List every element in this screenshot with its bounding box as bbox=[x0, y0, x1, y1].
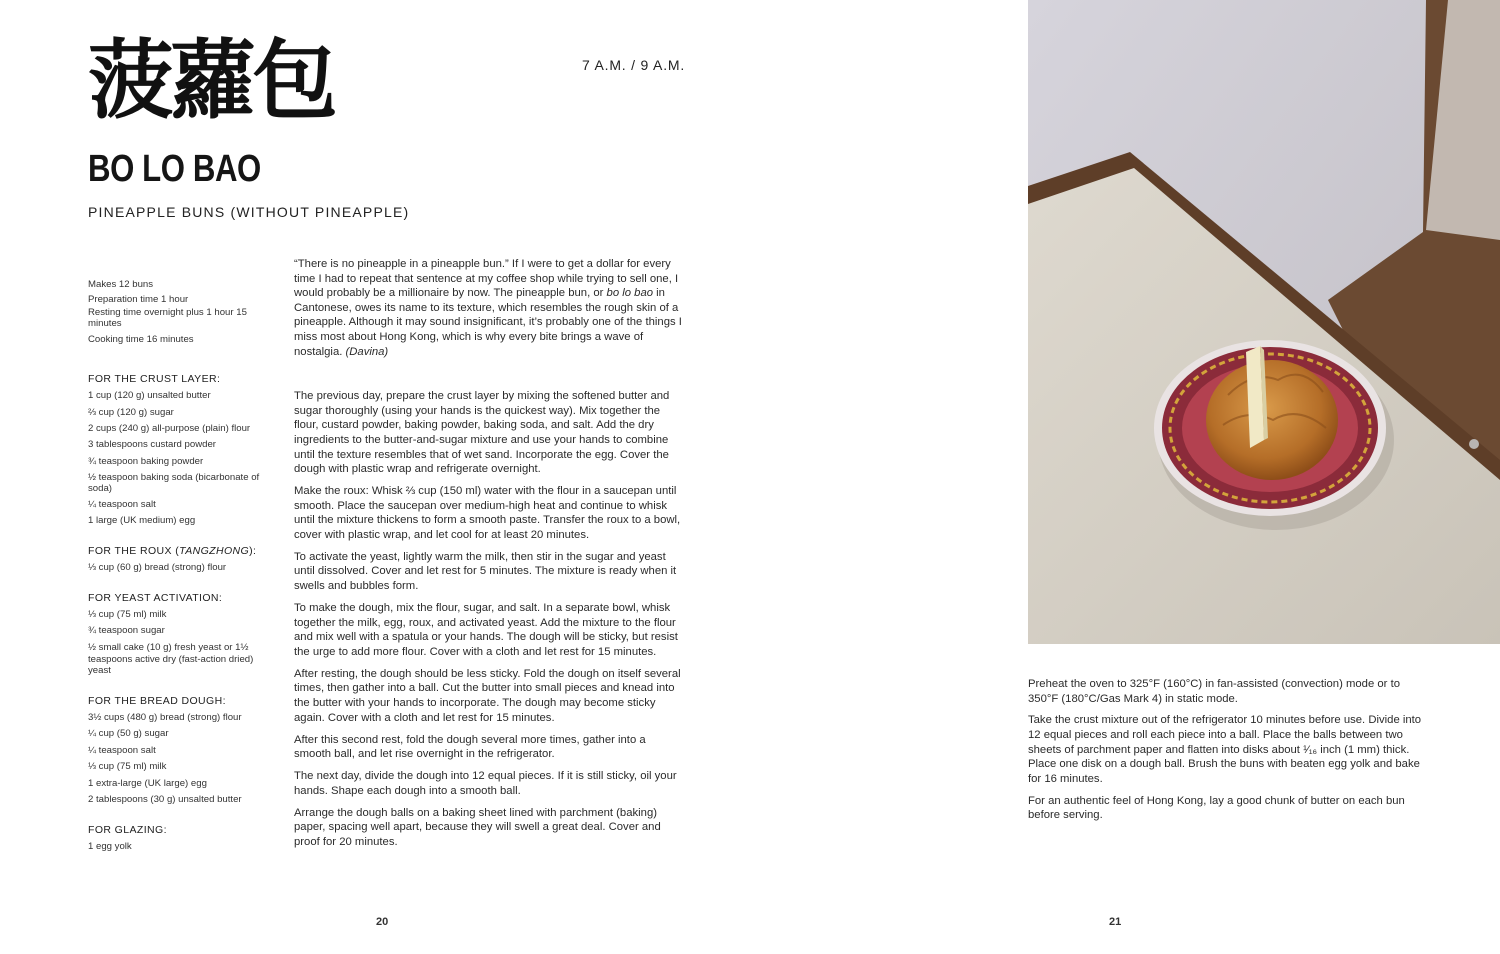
method-continued bbox=[1028, 677, 1422, 830]
intro-paragraph bbox=[294, 257, 682, 359]
method-step: For an authentic feel of Hong Kong, lay a good chunk of butter on each bun before serving. bbox=[1028, 794, 1405, 822]
right-page bbox=[750, 0, 1500, 954]
pineapple-bun-photo bbox=[1028, 0, 1500, 644]
ingredient-item: 1 extra-large (UK large) egg bbox=[88, 777, 207, 789]
intro-text-1: “There is no pineapple in a pineapple bun.” If I were to get a dollar for every time I had to repeat that sentence at my coffee shop while trying to sell one, I would probably be a millionaire by now. The pineapple bun, or bbox=[294, 258, 679, 300]
page-number: 20 bbox=[376, 916, 389, 928]
ingredient-section-bread-dough bbox=[88, 695, 266, 806]
section-title: FOR YEAST ACTIVATION: bbox=[88, 591, 223, 604]
method-step: The next day, divide the dough into 12 equal pieces. If it is still sticky, oil your hands. Shape each dough into a smooth ball. bbox=[294, 770, 677, 797]
method-step: To make the dough, mix the flour, sugar, and salt. In a separate bowl, whisk together the milk, egg, roux, and activated yeast. Add the mixture to the flour and mix well with a spatula or your hands. The dough will be sticky, but resist the urge to add more flour. Cover with a cloth and let rest for 15 minutes. bbox=[294, 602, 678, 658]
ingredient-item: ½ small cake (10 g) fresh yeast or 1½ teaspoons active dry (fast-action dried) yeast bbox=[88, 641, 254, 677]
section-title: FOR THE CRUST LAYER: bbox=[88, 373, 221, 386]
ingredient-item: ⅔ cup (120 g) sugar bbox=[88, 406, 174, 418]
photo-illustration bbox=[1028, 0, 1500, 644]
chinese-title: 菠蘿包 bbox=[88, 30, 334, 131]
ingredient-item: 2 cups (240 g) all-purpose (plain) flour bbox=[88, 422, 251, 434]
recipe-title: BO LO BAO bbox=[88, 148, 261, 190]
ingredient-item: ¼ cup (50 g) sugar bbox=[88, 728, 169, 740]
method-step: After this second rest, fold the dough several more times, gather into a smooth ball, and let rise overnight in the refrigerator. bbox=[294, 733, 646, 761]
section-title: FOR THE BREAD DOUGH: bbox=[88, 695, 226, 708]
ingredients-sidebar bbox=[88, 279, 266, 871]
method-step: Make the roux: Whisk ⅔ cup (150 ml) water with the flour in a saucepan until smooth. Place the saucepan over medium-high heat and continue to whisk until the mixture thickens to form a smooth paste. Transfer the roux to a bowl, cover with plastic wrap, and let cool for at least 20 minutes. bbox=[294, 485, 681, 541]
method-step: To activate the yeast, lightly warm the milk, then stir in the sugar and yeast until dissolved. Cover and let rest for 5 minutes. The mixture is ready when it swells and bubbles form. bbox=[294, 550, 677, 593]
ingredient-item: 3½ cups (480 g) bread (strong) flour bbox=[88, 712, 242, 724]
intro-author: (Davina) bbox=[345, 345, 389, 358]
ingredient-section-crust bbox=[88, 373, 266, 527]
meta-cook-time: Cooking time 16 minutes bbox=[88, 334, 194, 346]
section-title bbox=[88, 545, 266, 557]
meta-prep-time: Preparation time 1 hour bbox=[88, 293, 189, 305]
ingredient-item: 3 tablespoons custard powder bbox=[88, 439, 216, 451]
ingredient-section-yeast bbox=[88, 592, 266, 677]
meta-rest-time: Resting time overnight plus 1 hour 15 minutes bbox=[88, 307, 247, 329]
ingredient-item: ⅓ cup (75 ml) milk bbox=[88, 608, 167, 620]
ingredient-item: 2 tablespoons (30 g) unsalted butter bbox=[88, 794, 242, 806]
meta-yield: Makes 12 buns bbox=[88, 279, 154, 290]
section-title-emphasis: TANGZHONG bbox=[179, 544, 250, 557]
recipe-meta bbox=[88, 279, 266, 346]
section-title: FOR GLAZING: bbox=[88, 824, 167, 837]
recipe-subtitle: PINEAPPLE BUNS (WITHOUT PINEAPPLE) bbox=[88, 204, 410, 220]
ingredient-item: ¾ teaspoon sugar bbox=[88, 625, 165, 637]
method-step: Preheat the oven to 325°F (160°C) in fan-assisted (convection) mode or to 350°F (180°C/Gas Mark 4) in static mode. bbox=[1028, 678, 1400, 705]
ingredient-section-glazing bbox=[88, 824, 266, 853]
method-step: After resting, the dough should be less sticky. Fold the dough on itself several times, then gather into a ball. Cut the butter into small pieces and knead into the butter with your hands to incorporate. The dough may become sticky again. Cover with a cloth and let rest for 15 minutes. bbox=[294, 667, 681, 724]
ingredient-section-roux bbox=[88, 545, 266, 574]
method-column bbox=[294, 257, 682, 857]
ingredient-item: ¼ teaspoon salt bbox=[88, 744, 156, 756]
ingredient-item: ¾ teaspoon baking powder bbox=[88, 455, 204, 467]
method-step: Arrange the dough balls on a baking sheet lined with parchment (baking) paper, spacing well apart, because they will swell a great deal. Cover and proof for 20 minutes. bbox=[294, 806, 661, 848]
time-label: 7 A.M. / 9 A.M. bbox=[582, 57, 686, 73]
ingredient-item: ⅓ cup (60 g) bread (strong) flour bbox=[88, 561, 227, 573]
method-step: The previous day, prepare the crust layer by mixing the softened butter and sugar thoroughly (using your hands is the quickest way). Mix together the flour, custard powder, baking powder, baking soda, and salt. Add the dry ingredients to the butter-and-sugar mixture and use your hands to combine until the texture resembles that of wet sand. Incorporate the egg. Cover the dough with plastic wrap and refrigerate overnight. bbox=[294, 390, 670, 476]
section-title-prefix: FOR THE ROUX ( bbox=[88, 544, 180, 557]
ingredient-item: 1 egg yolk bbox=[88, 841, 132, 853]
ingredient-item: ¼ teaspoon salt bbox=[88, 498, 156, 510]
page-number: 21 bbox=[1109, 916, 1122, 928]
ingredient-item: 1 large (UK medium) egg bbox=[88, 514, 196, 526]
ingredient-item: ⅓ cup (75 ml) milk bbox=[88, 761, 167, 773]
method-step: Take the crust mixture out of the refrigerator 10 minutes before use. Divide into 12 equal pieces and roll each piece into a ball. Place the balls between two sheets of parchment paper and flatten into disks about ¹⁄₁₆ inch (1 mm) thick. Place one disk on a dough ball. Brush the buns with beaten egg yolk and bake for 16 minutes. bbox=[1028, 714, 1422, 785]
ingredient-item: ½ teaspoon baking soda (bicarbonate of soda) bbox=[88, 472, 260, 495]
intro-emphasis: bo lo bao bbox=[606, 287, 654, 300]
ingredient-item: 1 cup (120 g) unsalted butter bbox=[88, 390, 211, 402]
section-title-suffix: ): bbox=[249, 544, 257, 557]
intro-text-2: in Cantonese, owes its name to its texture, which resembles the rough skin of a pineapple. Although it may sound insignificant, it’s probably one of the things I miss most about Hong Kong, which is why every bite brings a wave of nostalgia. bbox=[294, 287, 682, 358]
